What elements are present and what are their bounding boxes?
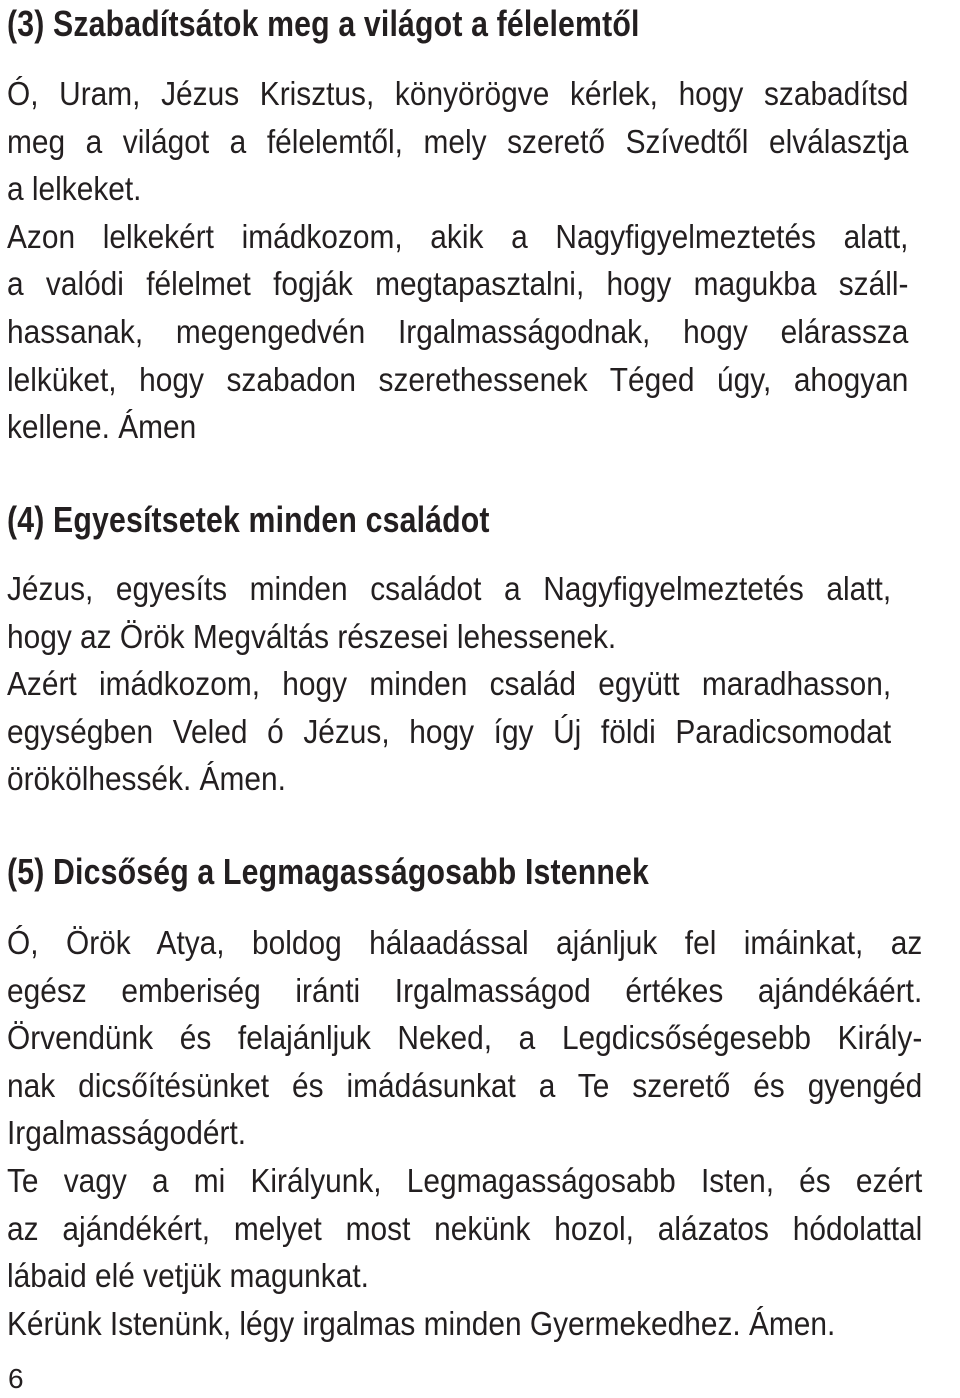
section-5-line: Te vagy a mi Királyunk, Legmagasságosabb Isten, és ezért bbox=[7, 1161, 923, 1199]
section-3-body bbox=[7, 70, 908, 451]
section-3-line: Azon lelkekért imádkozom, akik a Nagyfigyelmeztetés alatt, bbox=[7, 217, 909, 255]
section-4-body bbox=[7, 565, 891, 803]
section-4-line: hogy az Örök Megváltás részesei lehessenek. bbox=[7, 617, 617, 655]
section-5-line: Kérünk Istenünk, légy irgalmas minden Gyermekedhez. Ámen. bbox=[7, 1304, 836, 1342]
section-4-line: örökölhessék. Ámen. bbox=[7, 760, 286, 798]
section-3-line: kellene. Ámen bbox=[7, 408, 197, 446]
section-3-line: hassanak, megengedvén Irgalmasságodnak, hogy elárassza bbox=[7, 312, 909, 350]
section-5-line: Ó, Örök Atya, boldog hálaadással ajánljuk fel imáinkat, az bbox=[7, 924, 923, 961]
section-5-title: (5) Dicsőség a Legmagasságosabb Istennek bbox=[7, 851, 649, 892]
section-3-title: (3) Szabadítsátok meg a világot a félelemtől bbox=[7, 3, 640, 44]
section-4-title: (4) Egyesítsetek minden családot bbox=[7, 499, 490, 540]
page-number: 6 bbox=[8, 1363, 24, 1394]
section-5-line: Örvendünk és felajánljuk Neked, a Legdicsőségesebb Király- bbox=[7, 1019, 923, 1057]
section-3-line: a valódi félelmet fogják megtapasztalni, hogy magukba száll- bbox=[7, 265, 909, 303]
section-3-line: a lelkeket. bbox=[7, 170, 142, 208]
section-5-line: lábaid elé vetjük magunkat. bbox=[7, 1257, 369, 1295]
section-3-line: meg a világot a félelemtől, mely szerető Szívedtől elválasztja bbox=[7, 122, 909, 160]
section-5-body bbox=[7, 919, 922, 1347]
section-5-line: egész emberiség iránti Irgalmasságod értékes ajándékáért. bbox=[7, 971, 923, 1009]
section-5-line: Irgalmasságodért. bbox=[7, 1114, 247, 1152]
section-4-line: Azért imádkozom, hogy minden család együtt maradhasson, bbox=[7, 665, 892, 703]
section-3-line: lelküket, hogy szabadon szerethessenek Téged úgy, ahogyan bbox=[7, 360, 909, 398]
section-3-line: Ó, Uram, Jézus Krisztus, könyörögve kérlek, hogy szabadítsd bbox=[7, 75, 909, 112]
section-5-line: az ajándékért, melyet most nekünk hozol, alázatos hódolattal bbox=[7, 1209, 923, 1247]
section-5-line: nak dicsőítésünket és imádásunkat a Te szerető és gyengéd bbox=[7, 1066, 923, 1104]
section-4-line: egységben Veled ó Jézus, hogy így Új földi Paradicsomodat bbox=[7, 712, 892, 750]
section-4-line: Jézus, egyesíts minden családot a Nagyfigyelmeztetés alatt, bbox=[7, 570, 892, 607]
